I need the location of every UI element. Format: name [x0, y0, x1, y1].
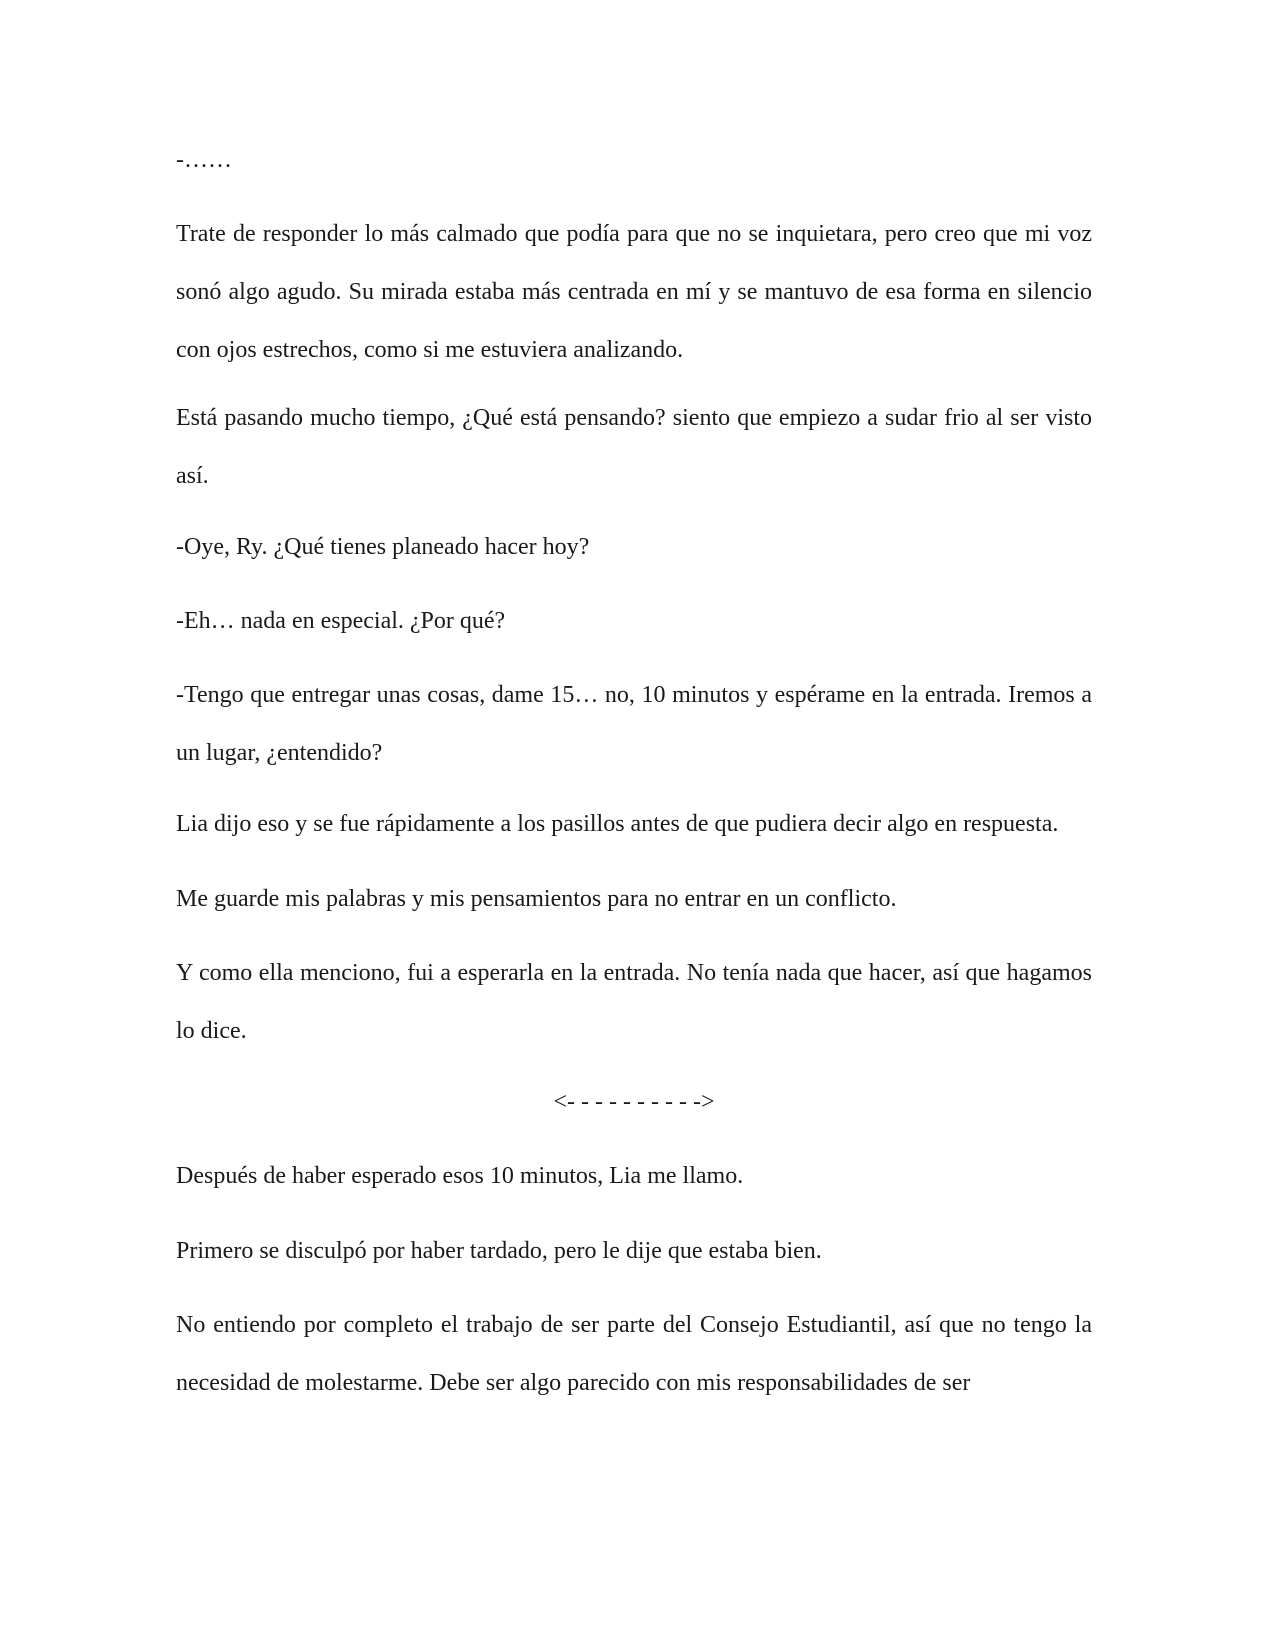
paragraph: Primero se disculpó por haber tardado, pero le dije que estaba bien.: [176, 1238, 822, 1264]
dialogue-line: -Tengo que entregar unas cosas, dame 15… no, 10 minutos y espérame en la entrada. Iremos a un lugar, ¿entendido?: [176, 682, 1092, 766]
paragraph: Lia dijo eso y se fue rápidamente a los pasillos antes de que pudiera decir algo en respuesta.: [176, 811, 1059, 837]
dialogue-line: -Oye, Ry. ¿Qué tienes planeado hacer hoy?: [176, 534, 590, 560]
dialogue-line: -Eh… nada en especial. ¿Por qué?: [176, 608, 506, 634]
scene-separator: <- - - - - - - - - ->: [553, 1089, 715, 1115]
paragraph: No entiendo por completo el trabajo de ser parte del Consejo Estudiantil, así que no tengo la necesidad de molestarme. Debe ser algo parecido con mis responsabilidades de ser: [176, 1312, 1092, 1396]
paragraph: Trate de responder lo más calmado que podía para que no se inquietara, pero creo que mi voz sonó algo agudo. Su mirada estaba más centrada en mí y se mantuvo de esa forma en silencio con ojos estrechos, como si me estuviera analizando.: [176, 221, 1092, 363]
paragraph: Me guarde mis palabras y mis pensamientos para no entrar en un conflicto.: [176, 886, 897, 912]
paragraph: Y como ella menciono, fui a esperarla en la entrada. No tenía nada que hacer, así que hagamos lo dice.: [176, 960, 1092, 1044]
paragraph-ellipsis: -……: [176, 147, 232, 173]
paragraph: Después de haber esperado esos 10 minutos, Lia me llamo.: [176, 1163, 744, 1189]
paragraph: Está pasando mucho tiempo, ¿Qué está pensando? siento que empiezo a sudar frio al ser visto así.: [176, 405, 1092, 489]
